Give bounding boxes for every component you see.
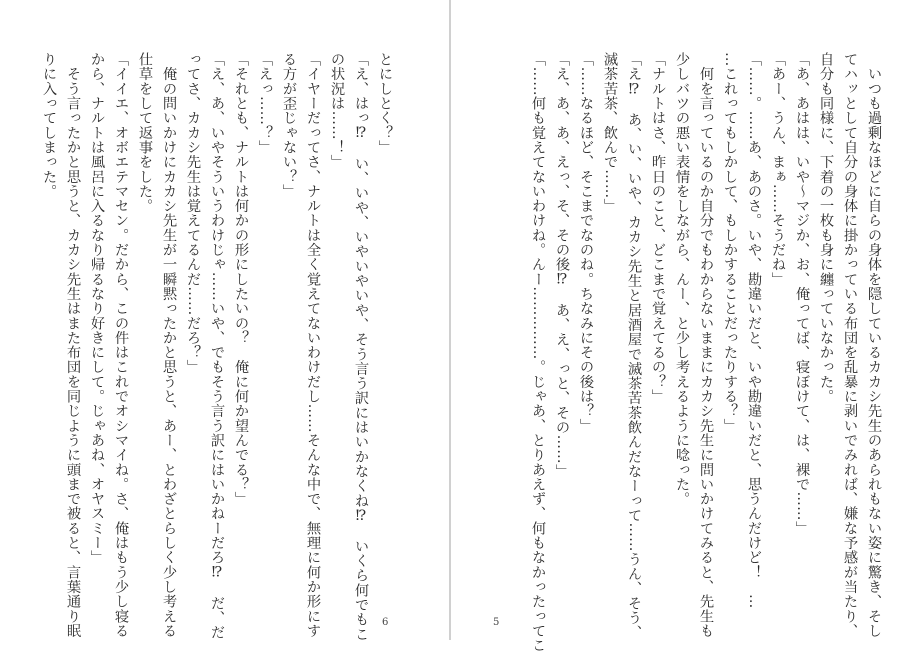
text-line: りに入ってしまった。 (41, 52, 57, 199)
left-page-number: 6 (382, 617, 389, 628)
text-line: 何を言っているのか自分でもわからないままにカカシ先生に問いかけてみると、先生も (698, 52, 714, 638)
text-line: 自分も同様に、下着の一枚も身に纏っていなかった。 (818, 52, 834, 404)
text-line: 「あー、うん、まぁ……そうだね」 (770, 52, 786, 287)
text-line: 「え⁉ あ、い、いや、カカシ先生と居酒屋で滅茶苦茶飲んだなーって……うん、そう、 (626, 52, 642, 640)
text-line: とにしとく？」 (377, 52, 393, 155)
text-line: 「え、あ、いやそういうわけじゃ……いや、でもそう言う訳にはいかねーだろ⁉ だ、だ (209, 52, 225, 640)
left-page-body-text (37, 52, 397, 642)
text-line: の状況は……！」 (329, 52, 345, 170)
right-page-number: 5 (493, 617, 500, 628)
text-line: 仕草をして返事をした。 (137, 52, 153, 214)
text-line: てハッとして自分の身体に掛かっている布団を乱暴に剥いでみれば、嫌な予感が当たり、 (842, 52, 858, 638)
text-line: 「ナルトはさ、昨日のこと、どこまで覚えてるの？」 (650, 52, 666, 404)
text-line: そう言ったかと思うと、カカシ先生はまた布団を同じように頭まで被ると、言葉通り眠 (65, 52, 81, 638)
text-line: 「え、あ、あ、えっ、そ、その後⁉ あ、え、っと、その……」 (554, 52, 570, 479)
text-line: から、ナルトは風呂に入るなり帰るなり好きにして。じゃあね、オヤスミー」 (89, 52, 105, 565)
text-line: 「それとも、ナルトは何かの形にしたいの？ 俺に何か望んでる？」 (233, 52, 249, 507)
text-line: 俺の問いかけにカカシ先生が一瞬黙ったかと思うと、あー、とわざとらしく少し考える (161, 52, 177, 638)
text-line: ってさ、カカシ先生は覚えてるんだ……だろ？」 (185, 52, 201, 375)
text-line: 滅茶苦茶、飲んで……」 (602, 52, 618, 214)
text-line: …これってもしかして、もしかすることだったりする？」 (722, 52, 738, 433)
text-line: 「イヤーだってさ、ナルトは全く覚えてないわけだし……そんな中で、無理に何か形にす (305, 52, 321, 638)
right-page-body-text (526, 52, 886, 653)
text-line: 「えっ……？」 (257, 52, 273, 155)
text-line: 「あ、あはは、いや〜マジか、お、俺ってば、寝ぼけて、は、裸で……」 (794, 52, 810, 536)
page-right (451, 0, 900, 653)
text-line: いつも過剰なほどに自らの身体を隠しているカカシ先生のあられもない姿に驚き、そし (866, 52, 882, 638)
page-left (0, 0, 449, 640)
text-line: 「イイエ、オボエテマセン。だから、この件はこれでオシマイね。さ、俺はもう少し寝る (113, 52, 129, 638)
text-line: 「……なるほど、そこまでなのね。ちなみにその後は？」 (578, 52, 594, 433)
text-line: 「……何も覚えてないわけね。んー……………。じゃあ、とりあえず、何もなかったってこ (530, 52, 546, 653)
text-line: 「え、はっ⁉ い、いや、いやいやいや、そう言う訳にはいかなくね⁉ いくら何でもこ (353, 52, 369, 642)
text-line: 少しバツの悪い表情をしながら、んー、と少し考えるように唸った。 (674, 52, 690, 507)
text-line: る方が歪じゃない？」 (281, 52, 297, 199)
text-line: 「……。……あ、あのさ。いや、勘違いだと、いや勘違いだと、思うんだけど！ … (746, 52, 762, 609)
